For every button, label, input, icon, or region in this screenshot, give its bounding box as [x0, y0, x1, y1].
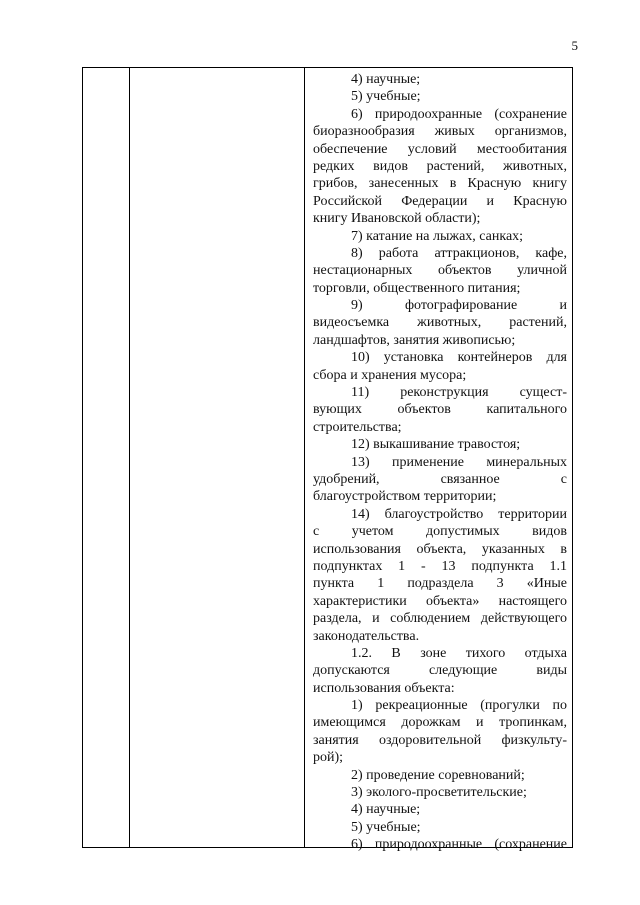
- text-line: ландшафтов, занятия живописью;: [313, 332, 516, 348]
- document-table: [82, 67, 573, 853]
- text-line: удобрений, связанное с: [313, 471, 567, 487]
- text-line: вующих объектов капитального: [313, 402, 567, 418]
- text-line: 9) фотографирование и: [351, 298, 567, 314]
- text-line: биоразнообразия живых организмов,: [313, 124, 567, 140]
- text-line: 3) эколого-просветительские;: [351, 785, 527, 801]
- text-line: подпунктах 1 - 13 подпункта 1.1: [313, 558, 567, 574]
- text-line: использования объекта:: [313, 680, 455, 696]
- text-line: с учетом допустимых видов: [313, 524, 567, 540]
- text-line: видеосъемка животных, растений,: [313, 315, 567, 331]
- text-line: характеристики объекта» настоящего: [313, 593, 567, 609]
- text-line: благоустройством территории;: [313, 489, 497, 505]
- text-line: 5) учебные;: [351, 89, 421, 105]
- text-line: 11) реконструкция сущест-: [351, 385, 567, 401]
- text-line: 8) работа аттракционов, кафе,: [351, 245, 567, 261]
- text-line: 12) выкашивание травостоя;: [351, 437, 521, 453]
- text-line: 4) научные;: [351, 72, 421, 87]
- text-line: грибов, занесенных в Красную книгу: [313, 176, 567, 192]
- column-divider-1: [129, 68, 130, 847]
- text-line: 5) учебные;: [351, 819, 421, 835]
- page-number: 5: [571, 38, 578, 53]
- text-line: законодательства.: [313, 628, 420, 644]
- text-line: обеспечение условий местообитания: [313, 141, 567, 157]
- text-line: 14) благоустройство территории: [351, 506, 567, 522]
- text-line: использования объекта, указанных в: [313, 541, 567, 557]
- text-line: Российской Федерации и Красную: [313, 193, 567, 209]
- text-line: книгу Ивановской области);: [313, 211, 481, 227]
- text-line: 13) применение минеральных: [351, 454, 567, 470]
- text-line: 2) проведение соревнований;: [351, 767, 525, 783]
- text-line: сбора и хранения мусора;: [313, 367, 467, 383]
- text-line: допускаются следующие виды: [313, 663, 567, 679]
- text-line: 1.2. В зоне тихого отдыха: [351, 645, 567, 661]
- text-line: 6) природоохранные (сохранение: [351, 837, 567, 853]
- text-line: рой);: [313, 750, 344, 766]
- text-line: раздела, и соблюдением действующего: [313, 611, 567, 627]
- text-line: торговли, общественного питания;: [313, 280, 521, 296]
- table-text-cell: [313, 71, 567, 854]
- text-line: 4) научные;: [351, 802, 421, 818]
- text-line: нестационарных объектов уличной: [313, 263, 567, 279]
- text-line: занятия оздоровительной физкульту-: [313, 732, 567, 748]
- text-line: строительства;: [313, 419, 402, 435]
- text-line: 1) рекреационные (прогулки по: [351, 698, 567, 714]
- text-line: имеющимся дорожкам и тропинкам,: [313, 715, 567, 731]
- text-line: 6) природоохранные (сохранение: [351, 106, 567, 122]
- text-line: редких видов растений, животных,: [313, 158, 567, 174]
- text-line: 10) установка контейнеров для: [351, 350, 567, 366]
- column-divider-2: [304, 68, 305, 847]
- text-line: 7) катание на лыжах, санках;: [351, 228, 524, 244]
- text-line: пункта 1 подраздела 3 «Иные: [313, 576, 567, 592]
